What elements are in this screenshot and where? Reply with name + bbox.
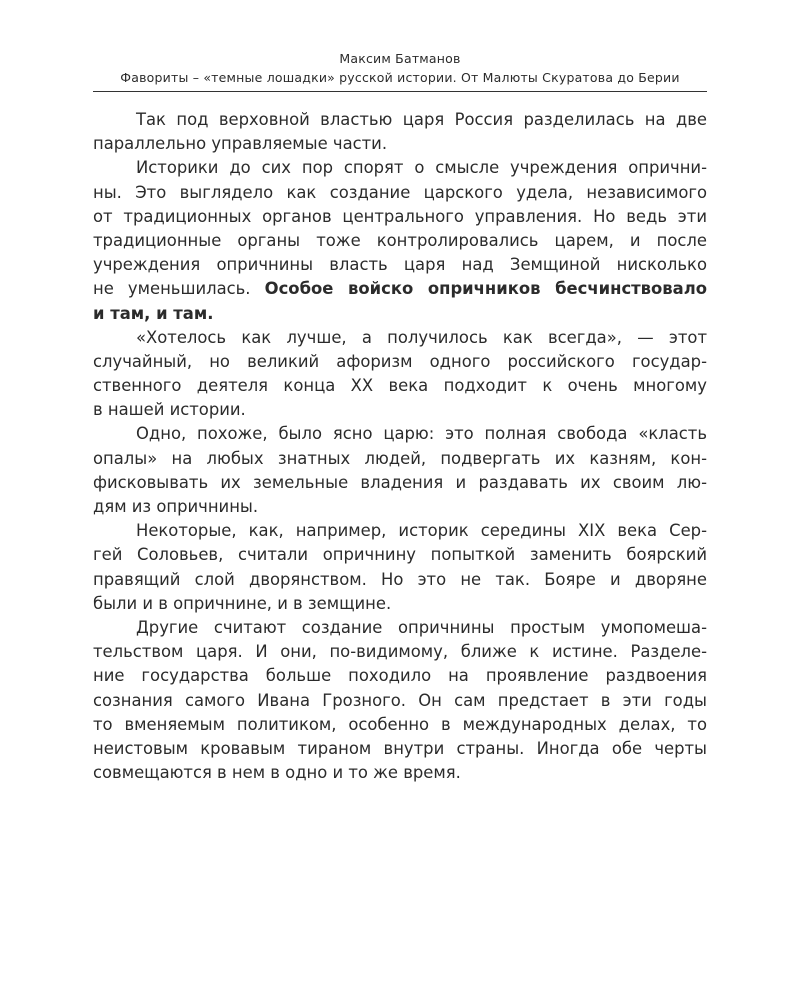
text-line: то вменяемым политиком, особенно в международных делах, то: [93, 714, 707, 734]
text-line: учреждения опричнины власть царя над Земщиной нисколько: [93, 255, 707, 275]
text-line: гей Соловьев, считали опричнину попыткой заменить боярский: [93, 545, 707, 565]
text-line: Другие считают создание опричнины простым умопомеша-: [136, 617, 707, 637]
text-line: в нашей истории.: [93, 400, 246, 420]
text-line: сознания самого Ивана Грозного. Он сам предстает в эти годы: [93, 690, 707, 710]
running-header: [93, 49, 707, 92]
paragraph-5: [93, 519, 707, 616]
header-divider: [93, 91, 707, 92]
text-line: правящий слой дворянством. Но это не так. Бояре и дворяне: [93, 569, 707, 589]
text-line: случайный, но великий афоризм одного российского государ-: [93, 351, 707, 371]
paragraph-4: [93, 422, 707, 519]
bold-emphasis: Особое войско опричников бесчинствовало: [264, 279, 707, 299]
regular-text: не уменьшилась.: [93, 279, 265, 299]
paragraph-3: [93, 326, 707, 423]
header-author: Максим Батманов: [339, 51, 461, 66]
text-line: фисковывать их земельные владения и раздавать их своим лю-: [93, 472, 707, 492]
text-line: ние государства больше походило на проявление раздвоения: [93, 666, 707, 686]
text-line: дям из опричнины.: [93, 497, 259, 516]
text-line: Одно, похоже, было ясно царю: это полная свобода «класть: [136, 424, 707, 444]
text-line: неистовым кровавым тираном внутри страны. Иногда обе черты: [93, 738, 707, 758]
text-line: совмещаются в нем в одно и то же время.: [93, 763, 461, 783]
paragraph-6: [93, 616, 707, 785]
text-line: Историки до сих пор спорят о смысле учреждения опрични-: [136, 158, 707, 178]
text-line: Так под верховной властью царя Россия разделилась на две: [136, 110, 707, 129]
text-line: ственного деятеля конца XX века подходит к очень многому: [93, 376, 707, 396]
text-line: были и в опричнине, и в земщине.: [93, 593, 392, 613]
text-line: тельством царя. И они, по-видимому, ближе к истине. Разделе-: [93, 642, 707, 662]
header-book-title: Фавориты – «темные лошадки» русской истории. От Малюты Скуратова до Берии: [120, 70, 680, 85]
text-line: Некоторые, как, например, историк середины XIX века Сер-: [136, 521, 707, 541]
paragraph-1: [93, 108, 707, 156]
page-body: [93, 108, 707, 785]
text-line: ны. Это выглядело как создание царского удела, независимого: [93, 182, 707, 202]
text-line: традиционные органы тоже контролировались царем, и после: [93, 230, 707, 250]
text-line: «Хотелось как лучше, а получилось как всегда», — этот: [136, 327, 707, 347]
text-line: параллельно управляемые части.: [93, 134, 388, 154]
paragraph-2: [93, 156, 707, 325]
text-line: от традиционных органов центрального управления. Но ведь эти: [93, 206, 707, 226]
text-line-mixed: [93, 277, 707, 301]
bold-emphasis-line: и там, и там.: [93, 303, 214, 323]
text-line: опалы» на любых знатных людей, подвергать их казням, кон-: [93, 448, 707, 468]
